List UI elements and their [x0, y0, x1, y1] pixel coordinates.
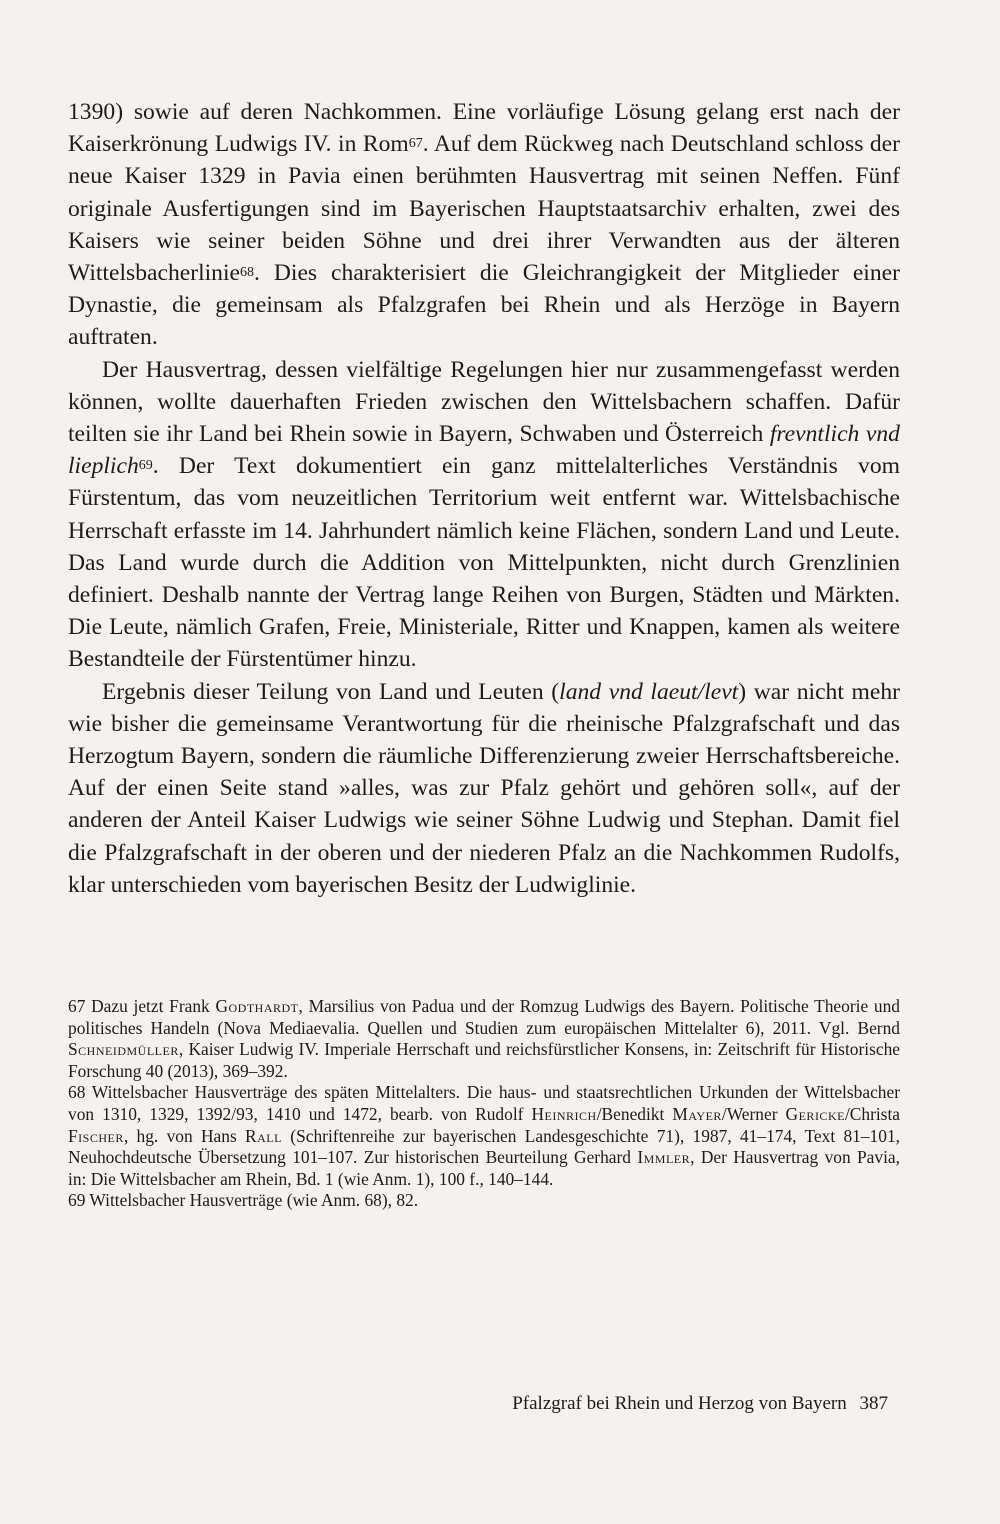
- text-run: Wittelsbacher Hausverträge (wie Anm. 68), 82.: [85, 1190, 419, 1211]
- running-title: Pfalzgraf bei Rhein und Herzog von Bayern: [512, 1393, 847, 1414]
- footnote-number: 68: [68, 1082, 86, 1103]
- body-paragraph: [68, 96, 900, 354]
- body-text: [68, 96, 900, 901]
- author-name: Rall: [245, 1125, 282, 1146]
- footnote-67: [68, 996, 900, 1082]
- author-name: Schneidmüller: [68, 1039, 179, 1060]
- footnote-ref: 68: [240, 264, 254, 280]
- footnotes: [68, 996, 900, 1212]
- author-name: Heinrich: [531, 1103, 597, 1124]
- italic-quote: frevntlich vnd lieplich: [68, 421, 900, 480]
- footnote-ref: 67: [408, 136, 423, 152]
- text-run: Wittelsbacher Hausverträge des späten Mittelalters. Die haus- und staatsrechtlichen Urkunden der Wittelsbacher von 1310, 1329, 1392/93, 1410 und 1472, bearb. von Rudolf: [68, 1082, 900, 1124]
- author-name: Gericke: [785, 1103, 845, 1124]
- text-run: . Der Text dokumentiert ein ganz mittelalterliches Verständnis vom Fürstentum, das vom neuzeitlichen Territorium weit entfernt war. Wittelsbachische Herrschaft erfasste im 14. Jahrhundert nämlich keine Flächen, sondern Land und Leute. Das Land wurde durch die Addition von Mittelpunkten, nicht durch Grenzlinien definiert. Deshalb nannte der Vertrag lange Reihen von Burgen, Städten und Märkten. Die Leute, nämlich Grafen, Freie, Ministeriale, Ritter und Knappen, kamen als weitere Bestandteile der Fürstentümer hinzu.: [68, 453, 900, 673]
- footnote-69: [68, 1190, 900, 1212]
- italic-quote: land vnd laeut/levt: [559, 678, 739, 705]
- text-run: 1390) sowie auf deren Nachkommen. Eine vorläufige Lösung gelang erst nach der Kaiserkrönung Ludwigs IV. in Rom: [68, 99, 900, 158]
- text-run: . Auf dem Rückweg nach Deutschland schloss der neue Kaiser 1329 in Pavia einen berühmten Hausvertrag mit seinen Neffen. Fünf originale Ausfertigungen sind im Bayerischen Hauptstaatsarchiv erhalten, zwei des Kaisers wie seiner beiden Söhne und drei ihrer Verwandten aus der älteren Wittelsbacherlinie: [68, 131, 900, 287]
- footnote-number: 67: [68, 996, 86, 1016]
- text-run: (Schriftenreihe zur bayerischen Landesgeschichte 71), 1987, 41–174, Text 81–101, Neuhochdeutsche Übersetzung 101–107. Zur historischen Beurteilung Gerhard: [68, 1125, 900, 1168]
- body-paragraph: [68, 354, 900, 676]
- text-run: , Marsilius von Padua und der Romzug Ludwigs des Bayern. Politische Theorie und politisches Handeln (Nova Mediaevalia. Quellen und Studien zum europäischen Mittelalter 6), 2011. Vgl. Bernd: [68, 996, 900, 1038]
- text-run: , Der Hausvertrag von Pavia, in: Die Wittelsbacher am Rhein, Bd. 1 (wie Anm. 1), 100 f., 140–144.: [68, 1147, 900, 1189]
- text-run: , hg. von Hans: [123, 1125, 246, 1146]
- text-run: , Kaiser Ludwig IV. Imperiale Herrschaft und reichsfürstlicher Konsens, in: Zeitschrift für Historische Forschung 40 (2013), 369–392.: [68, 1039, 900, 1081]
- text-run: /Benedikt: [596, 1103, 673, 1124]
- page-body: [68, 96, 900, 901]
- footnote-number: 69: [68, 1190, 86, 1211]
- author-name: Immler: [637, 1147, 691, 1168]
- text-run: . Dies charakterisiert die Gleichrangigkeit der Mitglieder einer Dynastie, die gemeinsam als Pfalzgrafen bei Rhein und als Herzöge in Bayern auftraten.: [68, 260, 900, 351]
- page-number: 387: [859, 1393, 888, 1414]
- author-name: Godthardt: [215, 996, 299, 1016]
- text-run: /Werner: [721, 1103, 786, 1124]
- text-run: Dazu jetzt Frank: [85, 996, 216, 1016]
- text-run: Ergebnis dieser Teilung von Land und Leuten (: [102, 678, 560, 705]
- text-run: Der Hausvertrag, dessen vielfältige Regelungen hier nur zusammengefasst werden können, wollte dauerhaften Frieden zwischen den Wittelsbachern schaffen. Dafür teilten sie ihr Land bei Rhein sowie in Bayern, Schwaben und Österreich: [68, 356, 900, 448]
- footnote-68: [68, 1082, 900, 1190]
- text-run: ) war nicht mehr wie bisher die gemeinsame Verantwortung für die rheinische Pfalzgrafschaft und das Herzogtum Bayern, sondern die räumliche Differenzierung zweier Herrschaftsbereiche. Auf der einen Seite stand »alles, was zur Pfalz gehört und gehören soll«, auf der anderen der Anteil Kaiser Ludwigs wie seiner Söhne Ludwig und Stephan. Damit fiel die Pfalzgrafschaft in der oberen und der niederen Pfalz an die Nachkommen Rudolfs, klar unterschieden vom bayerischen Besitz der Ludwiglinie.: [68, 678, 901, 898]
- text-run: /Christa: [844, 1103, 901, 1124]
- author-name: Fischer: [68, 1125, 124, 1146]
- author-name: Mayer: [672, 1103, 722, 1124]
- running-footer: [512, 1392, 888, 1416]
- footnote-ref: 69: [138, 458, 153, 474]
- body-paragraph: [68, 676, 900, 901]
